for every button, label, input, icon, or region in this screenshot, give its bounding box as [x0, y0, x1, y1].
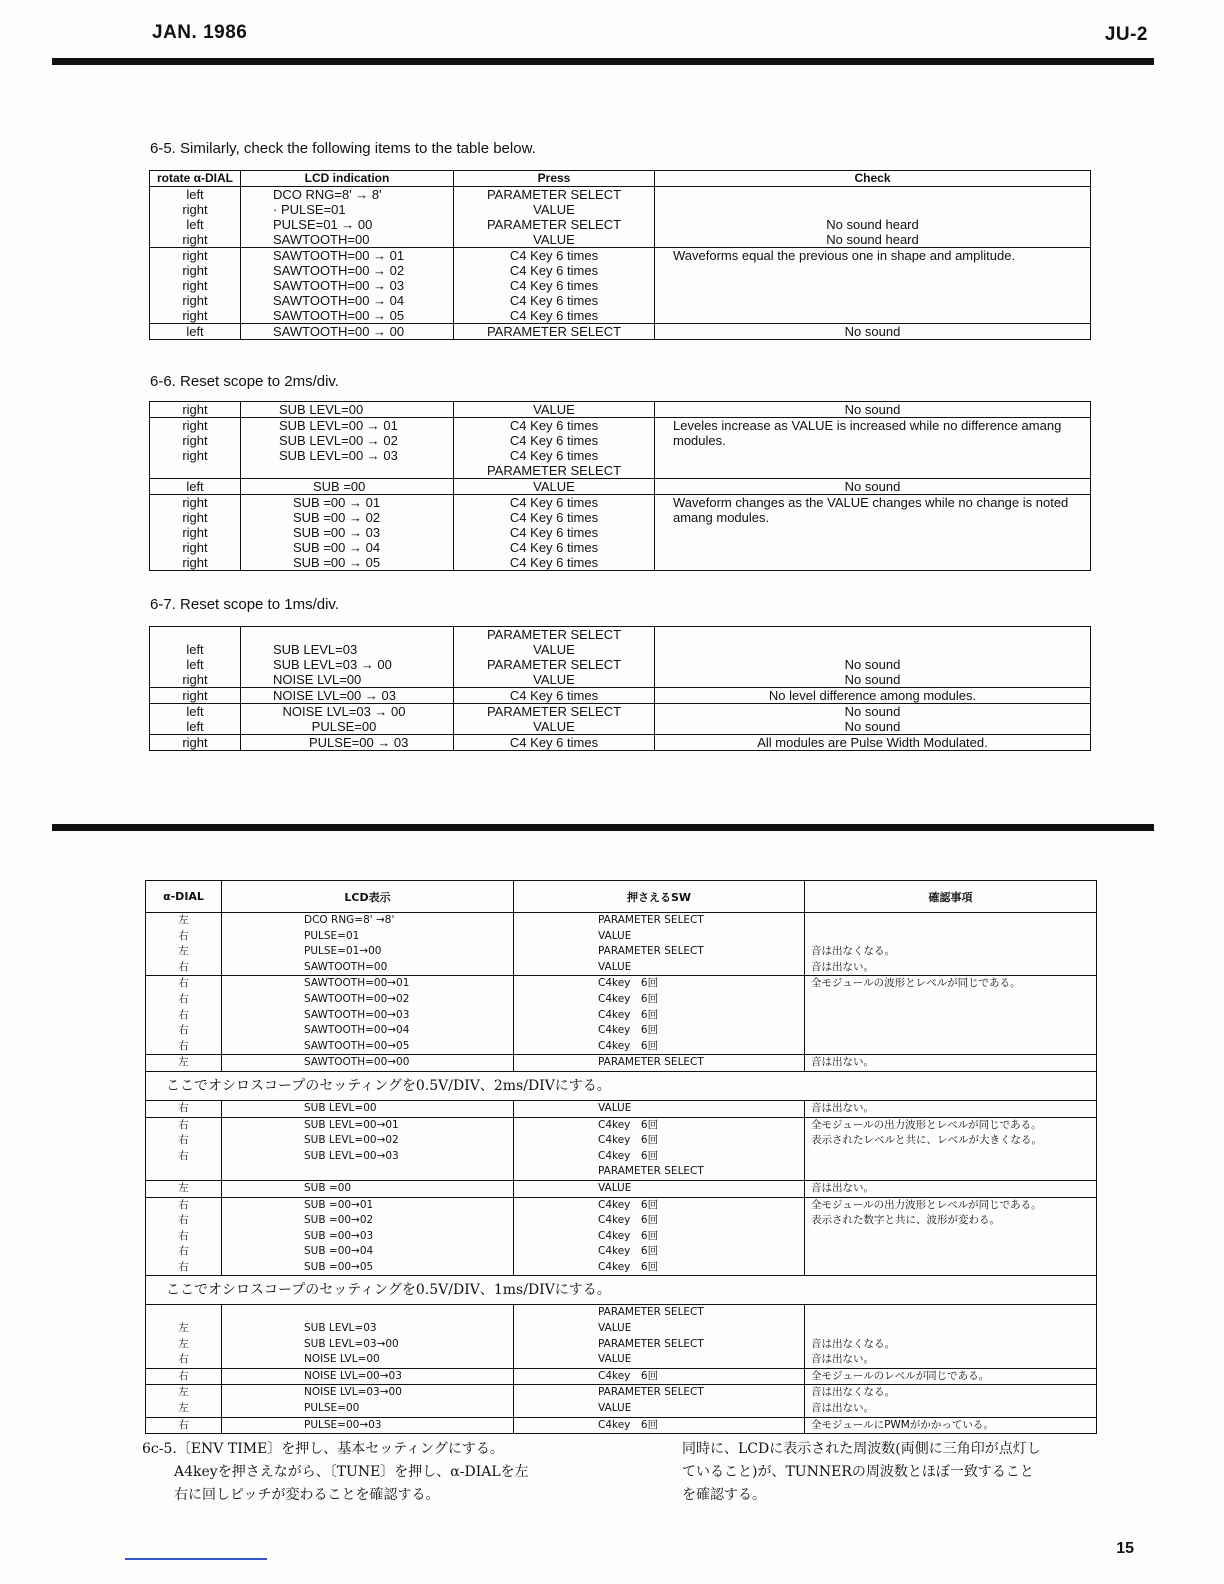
check-cell: No sound — [655, 402, 1091, 418]
rotate-cell: 右 — [146, 1100, 222, 1117]
header-press: Press — [454, 171, 655, 187]
header-model: JU-2 — [1104, 24, 1148, 45]
rotate-cell: 右 右 右 右 右 — [146, 1197, 222, 1276]
procedure-line: 同時に、LCDに表示された周波数(両側に三角印が点灯し — [682, 1441, 1041, 1457]
check-cell: All modules are Pulse Width Modulated. — [655, 735, 1091, 751]
check-cell: No level difference among modules. — [655, 688, 1091, 704]
check-cell: 音は出ない。 — [805, 1055, 1097, 1072]
lcd-cell: SUB =00 — [241, 479, 454, 495]
table-6-7 — [149, 626, 1091, 751]
press-cell: VALUE — [454, 479, 655, 495]
table-row — [150, 248, 1091, 324]
rotate-cell: 左 — [146, 1055, 222, 1072]
table-6-5 — [149, 170, 1091, 340]
header-rotate: rotate α-DIAL — [150, 171, 241, 187]
page-number: 15 — [1116, 1540, 1134, 1557]
section-6-7-title: 6-7. Reset scope to 1ms/div. — [150, 596, 339, 613]
press-cell: C4key 6回 C4key 6回 C4key 6回 PARAMETER SELECT — [514, 1117, 805, 1180]
table-row — [146, 1117, 1097, 1180]
lcd-cell: SUB LEVL=00 — [222, 1100, 514, 1117]
press-cell: C4 Key 6 times — [454, 735, 655, 751]
press-cell: PARAMETER SELECT VALUE PARAMETER SELECT VALUE — [454, 627, 655, 688]
table-row — [146, 976, 1097, 1055]
section-6-5-title: 6-5. Similarly, check the following items to the table below. — [150, 140, 536, 157]
table-row — [150, 324, 1091, 340]
press-cell: PARAMETER SELECT VALUE — [514, 1385, 805, 1417]
rotate-cell: 右 右 右 — [146, 1117, 222, 1180]
table-row — [150, 627, 1091, 688]
rotate-cell: 左 左 右 — [146, 1305, 222, 1368]
rotate-cell: 左 右 左 右 — [146, 913, 222, 976]
lcd-cell: SUB LEVL=03 SUB LEVL=03 → 00 NOISE LVL=00 — [241, 627, 454, 688]
section-6-6-title: 6-6. Reset scope to 2ms/div. — [150, 373, 339, 390]
middle-rule — [52, 824, 1154, 831]
press-cell: VALUE — [514, 1180, 805, 1197]
check-cell: No sound No sound — [655, 704, 1091, 735]
jp-header-press: 押さえるSW — [514, 881, 805, 913]
lcd-cell: NOISE LVL=03→00 PULSE=00 — [222, 1385, 514, 1417]
table-row — [146, 1055, 1097, 1072]
check-cell: 音は出なくなる。 音は出ない。 — [805, 913, 1097, 976]
table-row — [150, 418, 1091, 479]
check-cell: 全モジュールの出力波形とレベルが同じである。 表示された数字と共に、波形が変わる。 — [805, 1197, 1097, 1276]
table-row — [146, 1180, 1097, 1197]
rotate-cell: 右 — [146, 1417, 222, 1434]
press-cell: C4key 6回 — [514, 1417, 805, 1434]
jp-header-lcd: LCD表示 — [222, 881, 514, 913]
press-cell: VALUE — [454, 402, 655, 418]
check-cell: Waveforms equal the previous one in shape and amplitude. — [655, 248, 1091, 324]
rotate-cell: right right right right right — [150, 248, 241, 324]
rotate-cell: 右 右 右 右 右 — [146, 976, 222, 1055]
check-cell: 音は出なくなる。 音は出ない。 — [805, 1305, 1097, 1368]
table-row — [150, 704, 1091, 735]
rotate-cell: left left — [150, 704, 241, 735]
lcd-cell: SUB =00→01 SUB =00→02 SUB =00→03 SUB =00→04 SUB =00→05 — [222, 1197, 514, 1276]
table-row — [146, 1385, 1097, 1417]
press-cell: PARAMETER SELECT — [454, 324, 655, 340]
rotate-cell: 左 — [146, 1180, 222, 1197]
rotate-cell: right right right right right — [150, 495, 241, 571]
header-lcd: LCD indication — [241, 171, 454, 187]
procedure-line: ていること)が、TUNNERの周波数とほぼ一致すること — [682, 1464, 1034, 1480]
table-6-6 — [149, 401, 1091, 571]
lcd-cell: SAWTOOTH=00→01 SAWTOOTH=00→02 SAWTOOTH=00→03 SAWTOOTH=00→04 SAWTOOTH=00→05 — [222, 976, 514, 1055]
rotate-cell: left left right — [150, 627, 241, 688]
rotate-cell: left right left right — [150, 187, 241, 248]
press-cell: PARAMETER SELECT VALUE PARAMETER SELECT VALUE — [514, 1305, 805, 1368]
table-row — [150, 402, 1091, 418]
press-cell: PARAMETER SELECT VALUE PARAMETER SELECT VALUE — [454, 187, 655, 248]
table-row — [150, 495, 1091, 571]
lcd-cell: PULSE=00→03 — [222, 1417, 514, 1434]
rotate-cell: right — [150, 402, 241, 418]
header-check: Check — [655, 171, 1091, 187]
procedure-line: を確認する。 — [682, 1487, 766, 1503]
lcd-cell: SUB LEVL=03 SUB LEVL=03→00 NOISE LVL=00 — [222, 1305, 514, 1368]
check-cell: No sound No sound — [655, 627, 1091, 688]
check-cell: Waveform changes as the VALUE changes while no change is noted amang modules. — [655, 495, 1091, 571]
rotate-cell: 右 — [146, 1368, 222, 1385]
check-cell: 音は出なくなる。 音は出ない。 — [805, 1385, 1097, 1417]
lcd-cell: SUB LEVL=00→01 SUB LEVL=00→02 SUB LEVL=00→03 — [222, 1117, 514, 1180]
table-row — [146, 1305, 1097, 1368]
lcd-cell: DCO RNG=8' →8' PULSE=01 PULSE=01→00 SAWTOOTH=00 — [222, 913, 514, 976]
check-cell: 全モジュールの波形とレベルが同じである。 — [805, 976, 1097, 1055]
table-row — [146, 1197, 1097, 1276]
lcd-cell: SUB LEVL=00 → 01 SUB LEVL=00 → 02 SUB LEVL=00 → 03 — [241, 418, 454, 479]
lcd-cell: PULSE=00 → 03 — [241, 735, 454, 751]
check-cell: 全モジュールの出力波形とレベルが同じである。 表示されたレベルと共に、レベルが大きくなる。 — [805, 1117, 1097, 1180]
rotate-cell: right — [150, 688, 241, 704]
lcd-cell: SUB LEVL=00 — [241, 402, 454, 418]
press-cell: C4key 6回 C4key 6回 C4key 6回 C4key 6回 C4key 6回 — [514, 1197, 805, 1276]
lcd-cell: NOISE LVL=00 → 03 — [241, 688, 454, 704]
lcd-cell: SUB =00 — [222, 1180, 514, 1197]
press-cell: C4 Key 6 times C4 Key 6 times C4 Key 6 times C4 Key 6 times C4 Key 6 times — [454, 495, 655, 571]
header-date: JAN. 1986 — [152, 22, 248, 43]
scope-setting-note-2: ここでオシロスコープのセッティングを0.5V/DIV、1ms/DIVにする。 — [146, 1276, 1097, 1305]
lcd-cell: SAWTOOTH=00 → 01 SAWTOOTH=00 → 02 SAWTOOTH=00 → 03 SAWTOOTH=00 → 04 SAWTOOTH=00 → 05 — [241, 248, 454, 324]
table-japanese — [145, 880, 1097, 1434]
top-rule — [52, 58, 1154, 65]
table-row — [150, 688, 1091, 704]
lcd-cell: SAWTOOTH=00→00 — [222, 1055, 514, 1072]
procedure-text-left — [142, 1438, 529, 1507]
check-cell: No sound heard No sound heard — [655, 187, 1091, 248]
rotate-cell: left — [150, 324, 241, 340]
footer-link-line — [125, 1558, 267, 1560]
check-cell: No sound — [655, 479, 1091, 495]
table-row — [146, 1417, 1097, 1434]
press-cell: PARAMETER SELECT VALUE — [454, 704, 655, 735]
table-row — [146, 913, 1097, 976]
check-cell: 全モジュールのレベルが同じである。 — [805, 1368, 1097, 1385]
jp-header-dial: α-DIAL — [146, 881, 222, 913]
procedure-text-right — [682, 1438, 1041, 1507]
press-cell: PARAMETER SELECT VALUE PARAMETER SELECT VALUE — [514, 913, 805, 976]
check-cell: 音は出ない。 — [805, 1180, 1097, 1197]
procedure-line: 右に回しピッチが変わることを確認する。 — [174, 1487, 440, 1503]
procedure-line: A4keyを押さえながら、〔TUNE〕を押し、α-DIALを左 — [174, 1464, 529, 1480]
rotate-cell: right — [150, 735, 241, 751]
scope-setting-note-1: ここでオシロスコープのセッティングを0.5V/DIV、2ms/DIVにする。 — [146, 1071, 1097, 1100]
rotate-cell: left — [150, 479, 241, 495]
table-row — [150, 735, 1091, 751]
jp-header-check: 確認事項 — [805, 881, 1097, 913]
press-cell: PARAMETER SELECT — [514, 1055, 805, 1072]
press-cell: C4key 6回 C4key 6回 C4key 6回 C4key 6回 C4key 6回 — [514, 976, 805, 1055]
check-cell: Leveles increase as VALUE is increased while no difference amang modules. — [655, 418, 1091, 479]
check-cell: No sound — [655, 324, 1091, 340]
rotate-cell: 左 左 — [146, 1385, 222, 1417]
table-row — [150, 479, 1091, 495]
lcd-cell: NOISE LVL=03 → 00 PULSE=00 — [241, 704, 454, 735]
table-row — [150, 187, 1091, 248]
press-cell: C4 Key 6 times C4 Key 6 times C4 Key 6 times PARAMETER SELECT — [454, 418, 655, 479]
lcd-cell: SUB =00 → 01 SUB =00 → 02 SUB =00 → 03 SUB =00 → 04 SUB =00 → 05 — [241, 495, 454, 571]
check-cell: 全モジュールにPWMがかかっている。 — [805, 1417, 1097, 1434]
lcd-cell: DCO RNG=8' → 8' · PULSE=01 PULSE=01 → 00 SAWTOOTH=00 — [241, 187, 454, 248]
table-row — [146, 1368, 1097, 1385]
procedure-line: 6c-5.〔ENV TIME〕を押し、基本セッティングにする。 — [142, 1441, 504, 1457]
press-cell: C4 Key 6 times C4 Key 6 times C4 Key 6 times C4 Key 6 times C4 Key 6 times — [454, 248, 655, 324]
lcd-cell: SAWTOOTH=00 → 00 — [241, 324, 454, 340]
press-cell: VALUE — [514, 1100, 805, 1117]
lcd-cell: NOISE LVL=00→03 — [222, 1368, 514, 1385]
table-row — [146, 1100, 1097, 1117]
press-cell: C4 Key 6 times — [454, 688, 655, 704]
rotate-cell: right right right — [150, 418, 241, 479]
press-cell: C4key 6回 — [514, 1368, 805, 1385]
check-cell: 音は出ない。 — [805, 1100, 1097, 1117]
